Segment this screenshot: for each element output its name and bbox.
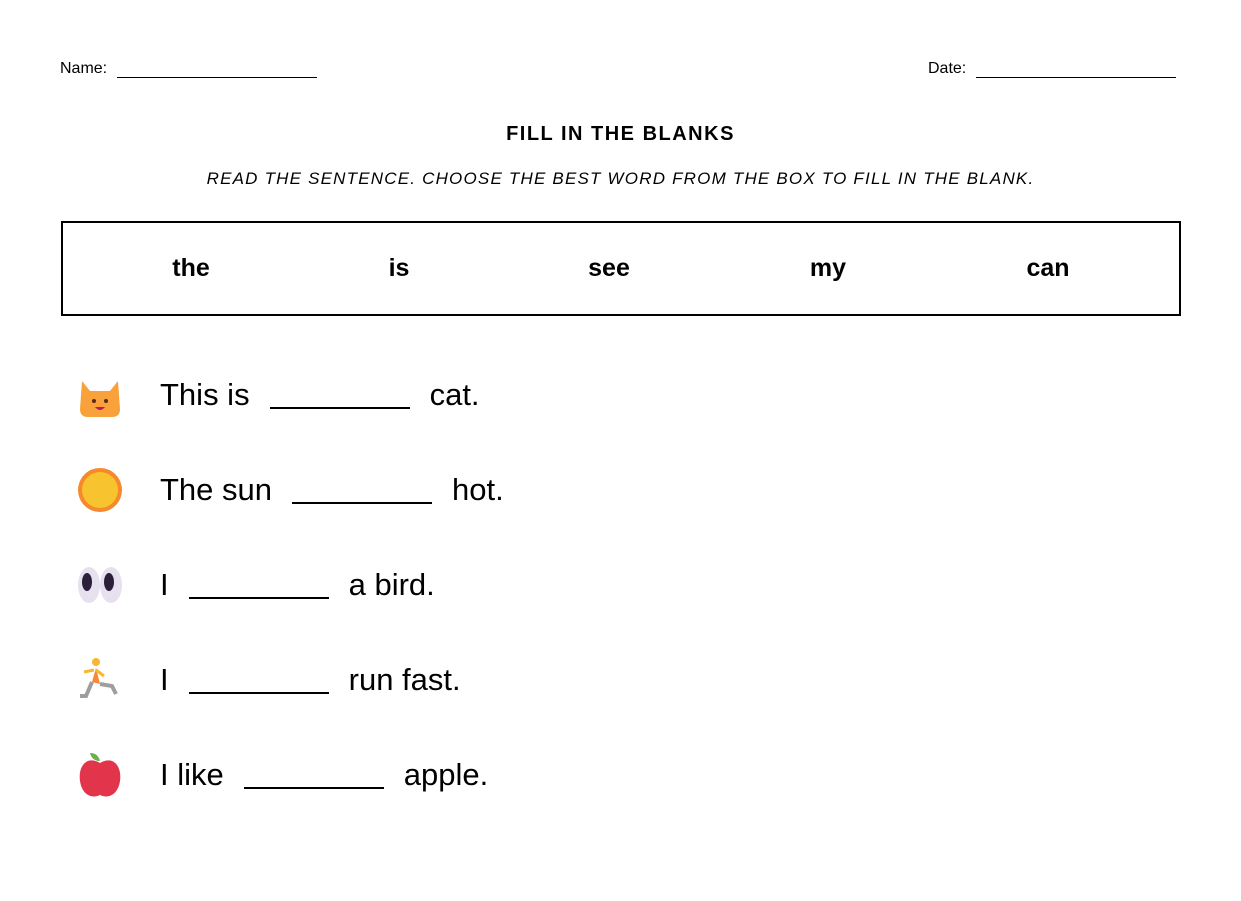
sentence-start: This is	[160, 377, 250, 412]
cat-face-icon	[76, 371, 124, 419]
sentence-end: hot.	[452, 472, 504, 507]
sentence-row	[76, 370, 480, 420]
sentence-start: I	[160, 662, 169, 697]
answer-blank[interactable]	[270, 381, 410, 409]
sentence-end: apple.	[403, 757, 489, 792]
answer-blank[interactable]	[244, 761, 384, 789]
name-field	[60, 60, 317, 78]
word-bank	[61, 221, 1181, 316]
sentence-row	[76, 465, 504, 515]
answer-blank[interactable]	[292, 476, 432, 504]
word-bank-item: can	[1026, 254, 1070, 282]
sun-icon	[76, 466, 124, 514]
answer-blank[interactable]	[189, 571, 329, 599]
sentence-row	[76, 655, 461, 705]
word-bank-item: see	[588, 254, 630, 282]
answer-blank[interactable]	[189, 666, 329, 694]
date-blank[interactable]	[976, 62, 1176, 78]
eyes-icon	[76, 561, 124, 609]
sentence-row	[76, 750, 488, 800]
word-bank-item: my	[809, 254, 847, 282]
running-person-icon	[76, 656, 124, 704]
apple-icon	[76, 751, 124, 799]
page-title: FILL IN THE BLANKS	[506, 123, 735, 145]
name-label: Name:	[60, 60, 108, 77]
sentence-start: I like	[160, 757, 224, 792]
word-bank-item: the	[172, 254, 210, 282]
date-label: Date:	[928, 60, 967, 77]
sentence-start: I	[160, 567, 169, 602]
sentence-end: cat.	[429, 377, 480, 412]
name-blank[interactable]	[117, 62, 317, 78]
word-bank-item: is	[388, 254, 410, 282]
instructions: READ THE SENTENCE. CHOOSE THE BEST WORD FROM THE BOX TO FILL IN THE BLANK.	[206, 169, 1035, 188]
sentence-end: run fast.	[348, 662, 461, 697]
sentence-start: The sun	[160, 472, 273, 507]
sentence-row	[76, 560, 435, 610]
sentence-end: a bird.	[348, 567, 435, 602]
date-field	[928, 60, 1176, 78]
